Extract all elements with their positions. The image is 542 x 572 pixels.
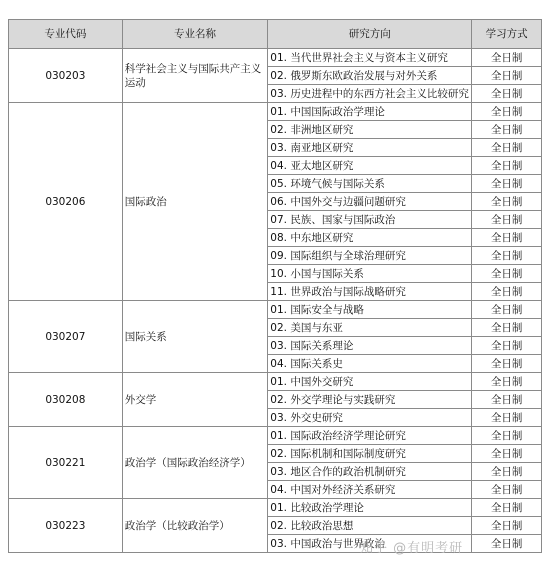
study-mode: 全日制: [472, 445, 542, 463]
table-row: [9, 301, 542, 319]
study-mode: 全日制: [472, 391, 542, 409]
study-mode: 全日制: [472, 373, 542, 391]
table-row: [9, 499, 542, 517]
header-row: [9, 20, 542, 49]
study-mode: 全日制: [472, 247, 542, 265]
research-direction: 05. 环境气候与国际关系: [268, 175, 472, 193]
study-mode: 全日制: [472, 355, 542, 373]
research-direction: 01. 国际安全与战略: [268, 301, 472, 319]
major-code: 030208: [9, 373, 123, 427]
study-mode: 全日制: [472, 481, 542, 499]
study-mode: 全日制: [472, 103, 542, 121]
study-mode: 全日制: [472, 193, 542, 211]
research-direction: 03. 地区合作的政治机制研究: [268, 463, 472, 481]
major-name: 科学社会主义与国际共产主义运动: [122, 49, 268, 103]
study-mode: 全日制: [472, 265, 542, 283]
major-code: 030223: [9, 499, 123, 553]
study-mode: 全日制: [472, 229, 542, 247]
header-direction: 研究方向: [268, 20, 472, 49]
major-name: 外交学: [122, 373, 268, 427]
watermark-text: 知乎 @有明考研: [360, 541, 464, 556]
major-name: 政治学（国际政治经济学）: [122, 427, 268, 499]
table-row: [9, 427, 542, 445]
study-mode: 全日制: [472, 337, 542, 355]
research-direction: 01. 中国外交研究: [268, 373, 472, 391]
header-name: 专业名称: [122, 20, 268, 49]
study-mode: 全日制: [472, 157, 542, 175]
major-name: 国际政治: [122, 103, 268, 301]
study-mode: 全日制: [472, 499, 542, 517]
table-row: [9, 373, 542, 391]
study-mode: 全日制: [472, 463, 542, 481]
research-direction: 01. 当代世界社会主义与资本主义研究: [268, 49, 472, 67]
header-code: 专业代码: [9, 20, 123, 49]
program-table: [8, 19, 542, 553]
research-direction: 10. 小国与国际关系: [268, 265, 472, 283]
major-code: 030207: [9, 301, 123, 373]
study-mode: 全日制: [472, 409, 542, 427]
header-mode: 学习方式: [472, 20, 542, 49]
study-mode: 全日制: [472, 283, 542, 301]
study-mode: 全日制: [472, 85, 542, 103]
study-mode: 全日制: [472, 301, 542, 319]
table-body: [9, 49, 542, 553]
research-direction: 04. 亚太地区研究: [268, 157, 472, 175]
research-direction: 03. 国际关系理论: [268, 337, 472, 355]
study-mode: 全日制: [472, 175, 542, 193]
research-direction: 04. 国际关系史: [268, 355, 472, 373]
research-direction: 03. 南亚地区研究: [268, 139, 472, 157]
major-name: 政治学（比较政治学）: [122, 499, 268, 553]
research-direction: 02. 比较政治思想: [268, 517, 472, 535]
left-margin: [0, 0, 8, 572]
study-mode: 全日制: [472, 121, 542, 139]
table-row: [9, 103, 542, 121]
research-direction: 02. 外交学理论与实践研究: [268, 391, 472, 409]
study-mode: 全日制: [472, 67, 542, 85]
study-mode: 全日制: [472, 427, 542, 445]
research-direction: 02. 国际机制和国际制度研究: [268, 445, 472, 463]
research-direction: 03. 外交史研究: [268, 409, 472, 427]
research-direction: 08. 中东地区研究: [268, 229, 472, 247]
research-direction: 04. 中国对外经济关系研究: [268, 481, 472, 499]
major-name: 国际关系: [122, 301, 268, 373]
research-direction: 02. 美国与东亚: [268, 319, 472, 337]
research-direction: 03. 中国政治与世界政治: [268, 535, 472, 553]
research-direction: 03. 历史进程中的东西方社会主义比较研究: [268, 85, 472, 103]
major-code: 030221: [9, 427, 123, 499]
research-direction: 02. 俄罗斯东欧政治发展与对外关系: [268, 67, 472, 85]
major-code: 030203: [9, 49, 123, 103]
research-direction: 01. 比较政治学理论: [268, 499, 472, 517]
study-mode: 全日制: [472, 319, 542, 337]
study-mode: 全日制: [472, 211, 542, 229]
study-mode: 全日制: [472, 517, 542, 535]
research-direction: 07. 民族、国家与国际政治: [268, 211, 472, 229]
study-mode: 全日制: [472, 49, 542, 67]
research-direction: 01. 中国国际政治学理论: [268, 103, 472, 121]
study-mode: 全日制: [472, 535, 542, 553]
study-mode: 全日制: [472, 139, 542, 157]
research-direction: 09. 国际组织与全球治理研究: [268, 247, 472, 265]
research-direction: 01. 国际政治经济学理论研究: [268, 427, 472, 445]
research-direction: 06. 中国外交与边疆问题研究: [268, 193, 472, 211]
research-direction: 02. 非洲地区研究: [268, 121, 472, 139]
research-direction: 11. 世界政治与国际战略研究: [268, 283, 472, 301]
major-code: 030206: [9, 103, 123, 301]
table-row: [9, 49, 542, 67]
